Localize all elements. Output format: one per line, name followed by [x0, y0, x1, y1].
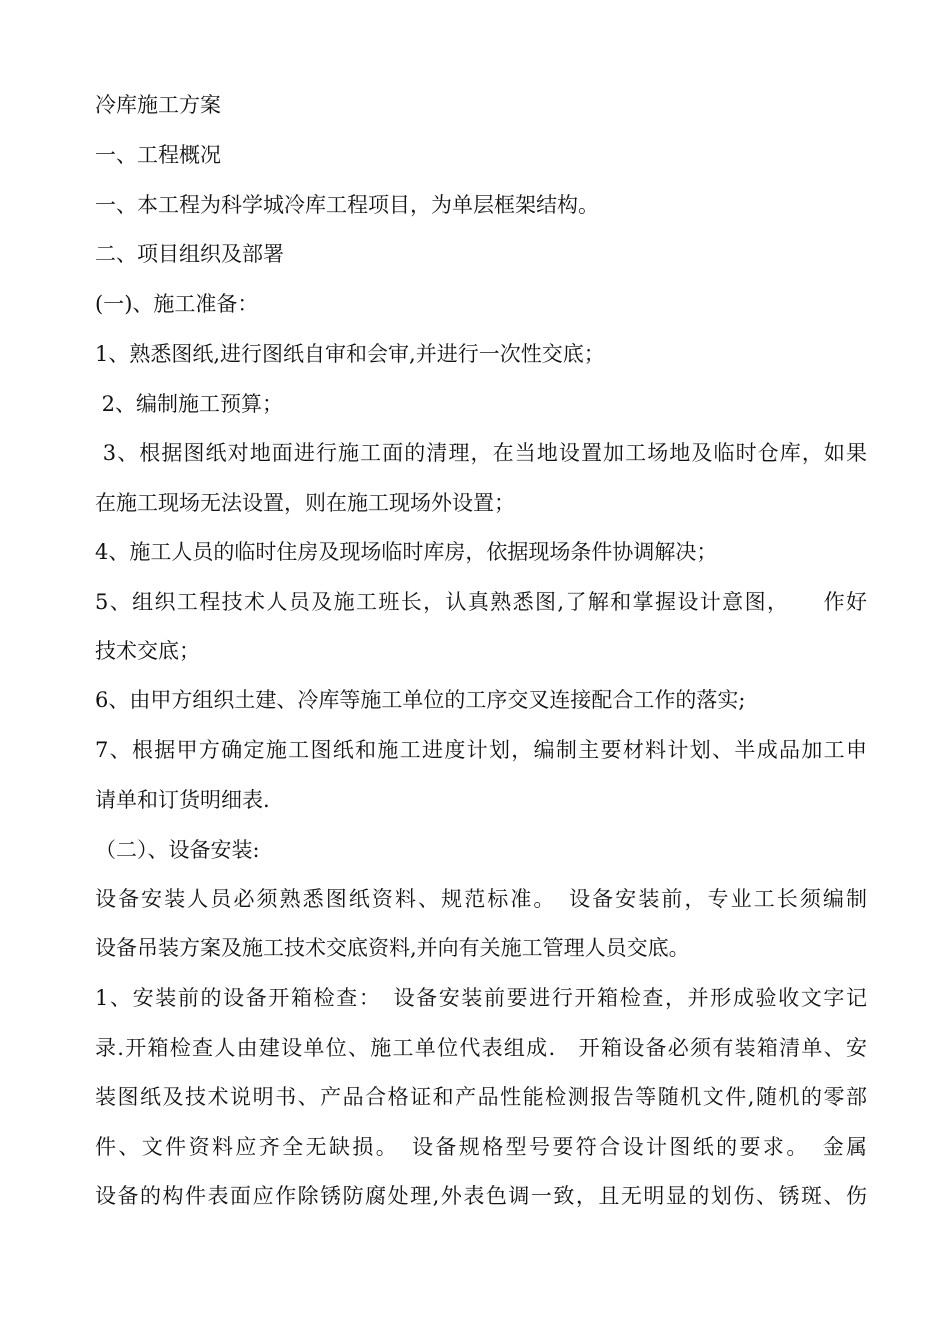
paragraph-line: 一、本工程为科学城冷库工程项目，为单层框架结构。 — [95, 193, 599, 217]
subsection-heading: (一)、施工准备： — [95, 292, 259, 316]
list-item: 1、安装前的设备开箱检查： 设备安装前要进行开箱检查，并形成验收文字记 — [95, 986, 867, 1010]
document-title: 冷库施工方案 — [95, 93, 221, 117]
paragraph-line: 设备吊装方案及施工技术交底资料,并向有关施工管理人员交底。 — [95, 936, 690, 960]
paragraph-line: 设备的构件表面应作除锈防腐处理,外表色调一致，且无明显的划伤、锈斑、伤 — [95, 1184, 867, 1208]
list-item: 6、由甲方组织土建、冷库等施工单位的工序交叉连接配合工作的落实; — [95, 688, 746, 712]
section-heading: 一、工程概况 — [95, 143, 221, 167]
paragraph-line: 录.开箱检查人由建设单位、施工单位代表组成. 开箱设备必须有装箱清单、安 — [95, 1036, 867, 1060]
list-item: 4、施工人员的临时住房及现场临时库房，依据现场条件协调解决； — [95, 540, 718, 564]
list-item-continuation: 在施工现场无法设置，则在施工现场外设置； — [95, 491, 515, 515]
list-item: 5、组织工程技术人员及施工班长，认真熟悉图,了解和掌握设计意图， 作好 — [95, 590, 867, 614]
list-item-continuation: 请单和订货明细表. — [95, 788, 270, 812]
list-item: 1、熟悉图纸,进行图纸自审和会审,并进行一次性交底； — [95, 342, 605, 366]
list-item-continuation: 技术交底； — [95, 639, 200, 663]
paragraph-line: 装图纸及技术说明书、产品合格证和产品性能检测报告等随机文件,随机的零部 — [95, 1085, 867, 1109]
list-item: 2、编制施工预算； — [95, 392, 284, 416]
subsection-heading: （二）、设备安装: — [95, 838, 260, 862]
list-item: 7、根据甲方确定施工图纸和施工进度计划，编制主要材料计划、半成品加工申 — [95, 738, 867, 762]
list-item: 3、根据图纸对地面进行施工面的清理，在当地设置加工场地及临时仓库，如果 — [95, 441, 867, 465]
section-heading: 二、项目组织及部署 — [95, 242, 284, 266]
paragraph-line: 件、文件资料应齐全无缺损。 设备规格型号要符合设计图纸的要求。 金属 — [95, 1135, 867, 1159]
paragraph-line: 设备安装人员必须熟悉图纸资料、规范标准。 设备安装前，专业工长须编制 — [95, 887, 867, 911]
